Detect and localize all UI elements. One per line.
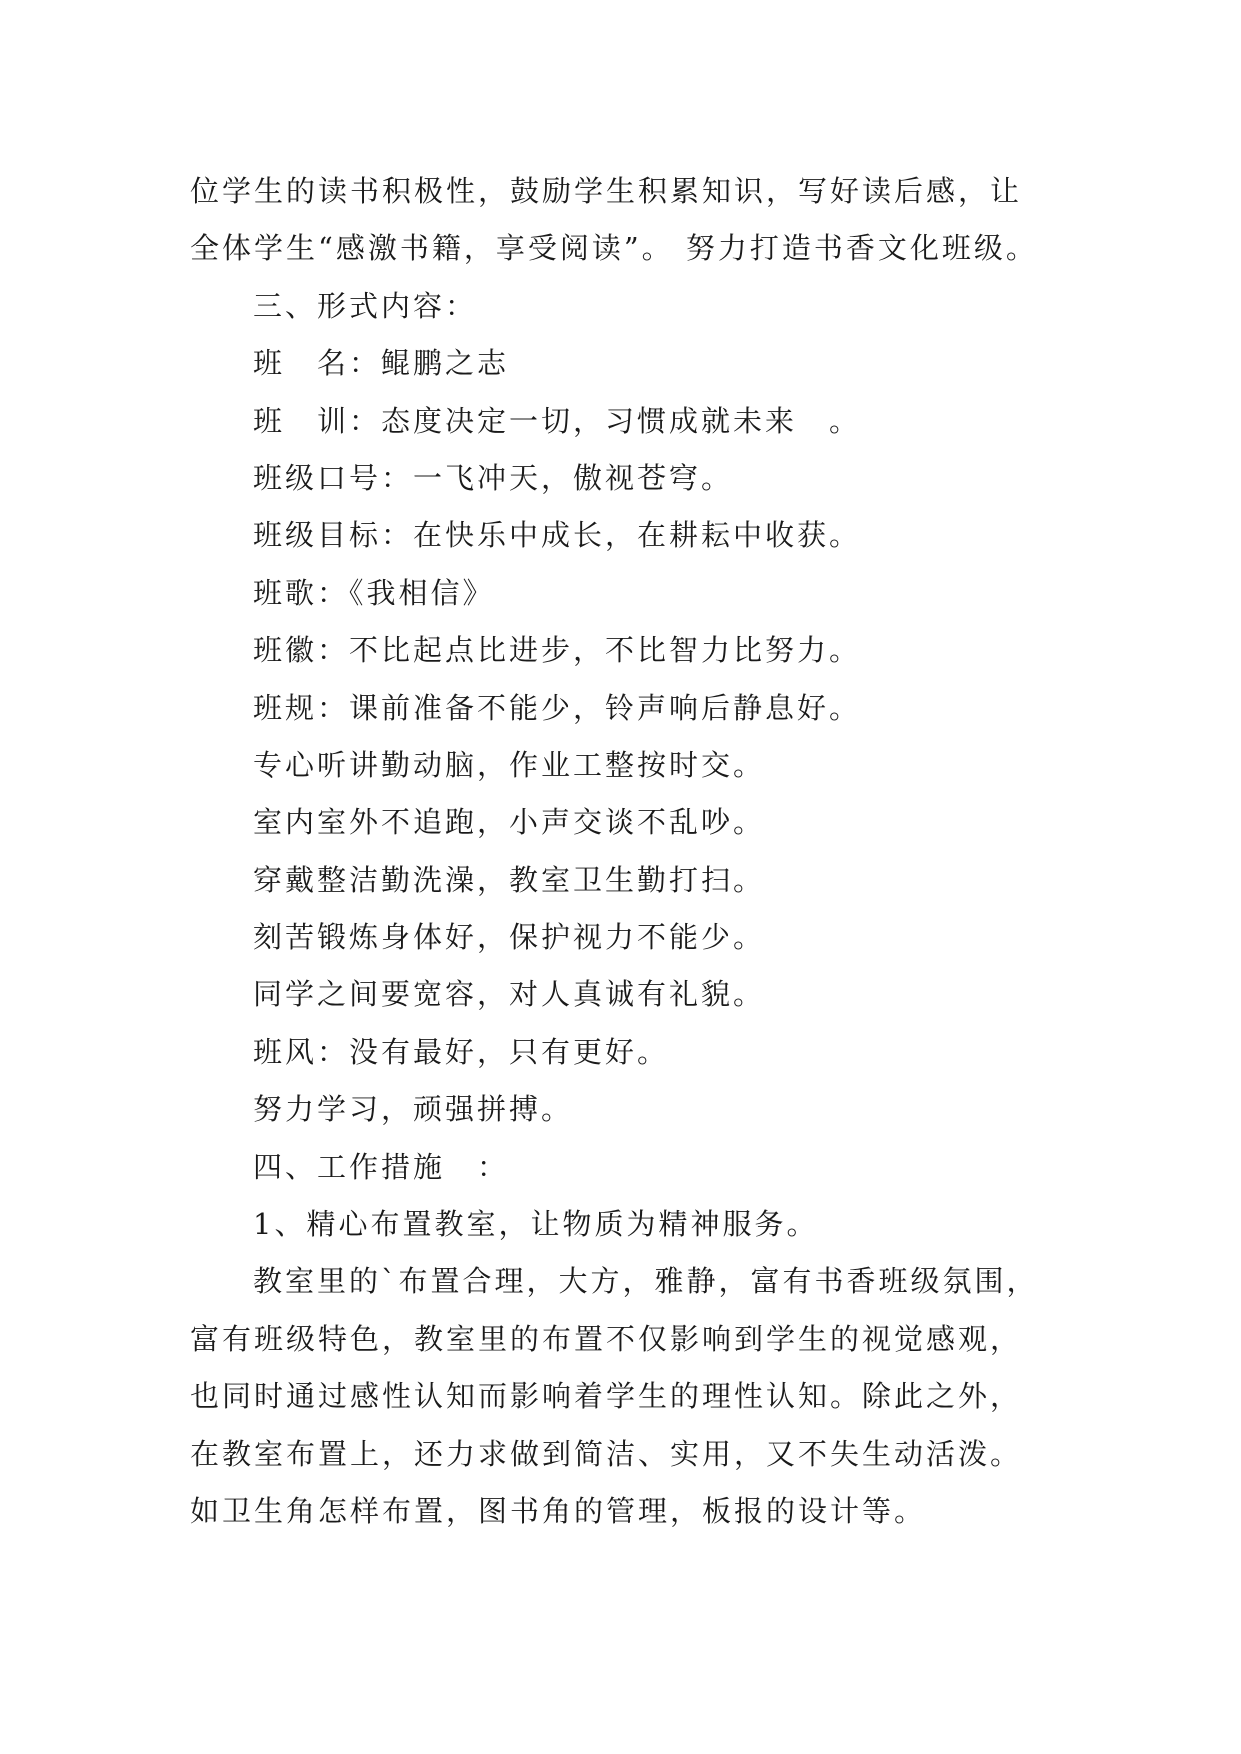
paragraph-line: 教室里的`布置合理，大方，雅静，富有书香班级氛围， [253,1264,1039,1299]
rule-line: 穿戴整洁勤洗澡，教室卫生勤打扫。 [253,862,766,897]
paragraph-line: 在教室布置上，还力求做到简洁、实用，又不失生动活泼。 [190,1436,1023,1471]
class-motto-line: 班 训：态度决定一切，习惯成就未来 。 [253,403,862,438]
class-song-line: 班歌：《我相信》 [253,575,495,610]
class-name-line: 班 名：鲲鹏之志 [253,346,510,381]
class-goal-line: 班级目标：在快乐中成长，在耕耘中收获。 [253,518,862,553]
rule-line: 室内室外不追跑，小声交谈不乱吵。 [253,805,766,840]
document-body [190,163,1070,1540]
section-heading: 四、工作措施 ： [253,1149,510,1184]
text-line: 位学生的读书积极性，鼓励学生积累知识，写好读后感，让 [190,174,1023,208]
paragraph-line: 如卫生角怎样布置，图书角的管理，板报的设计等。 [190,1493,927,1528]
paragraph-line: 富有班级特色，教室里的布置不仅影响到学生的视觉感观， [190,1321,1023,1356]
class-emblem-line: 班徽：不比起点比进步，不比智力比努力。 [253,633,862,668]
rule-line: 专心听讲勤动脑，作业工整按时交。 [253,747,766,782]
class-style-line: 努力学习，顽强拼搏。 [253,1092,574,1127]
text-line: 全体学生“感激书籍，享受阅读”。 努力打造书香文化班级。 [190,231,1038,266]
rule-line: 刻苦锻炼身体好，保护视力不能少。 [253,920,766,955]
class-style-line: 班风：没有最好，只有更好。 [253,1034,670,1069]
class-slogan-line: 班级口号：一飞冲天，傲视苍穹。 [253,460,734,495]
section-heading: 三、形式内容： [253,288,478,323]
rule-line: 同学之间要宽容，对人真诚有礼貌。 [253,977,766,1012]
paragraph-line: 也同时通过感性认知而影响着学生的理性认知。除此之外， [190,1379,1023,1414]
measure-heading: 1、精心布置教室，让物质为精神服务。 [253,1207,819,1242]
class-rules-line: 班规：课前准备不能少，铃声响后静息好。 [253,690,862,725]
